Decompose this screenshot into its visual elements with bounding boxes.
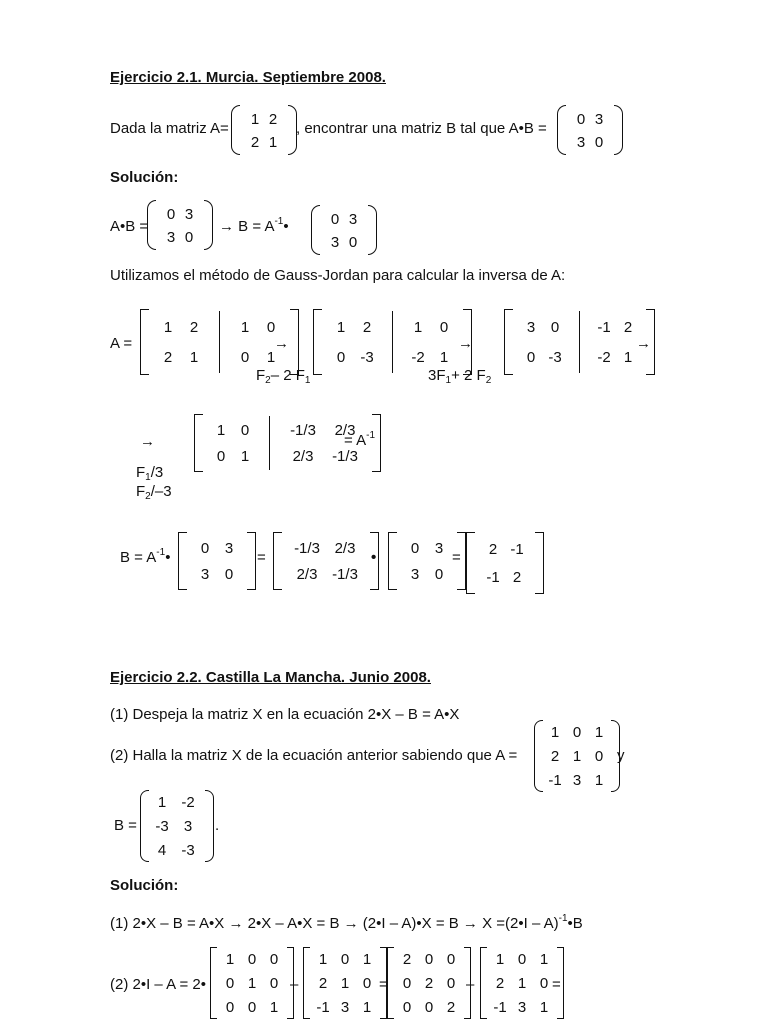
matrix-entry: 1 [362,950,372,968]
solution-step-1: (1) 2•X – B = A•X → 2•X – A•X = B → (2•I – A)•X = B → X =(2•I – A)$^{-1}$•B [110,913,583,932]
matrix-entry: 1 [550,723,560,741]
matrix-entry: 0 [434,565,444,583]
matrix-entry: 3 [576,134,586,151]
augmented-matrix-3 [504,309,655,375]
equals-3: = [379,976,388,993]
matrix-entry: -3 [548,348,562,366]
matrix-entry: 2 [512,568,522,586]
matrix-entry: -1 [548,771,562,789]
matrix-entry: 0 [240,348,250,366]
matrix-entry: 0 [526,348,536,366]
exercise-2-item-1: (1) Despeja la matriz X en la ecuación 2•X – B = A•X [110,706,460,723]
matrix-entry: 2 [402,950,412,968]
matrix-entry: 0 [247,998,257,1016]
matrix-ab [557,105,623,155]
matrix-entry: 0 [446,974,456,992]
matrix-two-identity [387,947,471,1019]
matrix-entry: 2 [550,747,560,765]
matrix-entry: 2 [250,134,260,151]
matrix-entry: 1 [623,348,633,366]
ab-lhs: A•B = [110,218,149,235]
matrix-entry: 1 [157,793,167,811]
matrix-entry: 1 [189,348,199,366]
matrix-entry: 1 [269,998,279,1016]
matrix-entry: -1 [486,568,500,586]
matrix-entry: 1 [362,998,372,1016]
product-bullet: • [371,549,377,566]
matrix-entry: 3 [200,565,210,583]
row-op-4: $F_2/-3$ [136,483,172,502]
arrow-4: → [140,433,155,450]
matrix-entry: 3 [224,539,234,557]
matrix-entry: -1/3 [332,565,358,583]
matrix-entry: 3 [594,111,604,128]
exercise-1-heading: Ejercicio 2.1. Murcia. Septiembre 2008. [110,69,386,86]
matrix-entry: -1 [493,998,507,1016]
arrow-2: → [458,335,473,352]
matrix-entry: -1/3 [332,447,358,465]
arrow-3: → [636,335,651,352]
matrix-entry: 3 [330,234,340,251]
matrix-a [231,105,297,155]
minus-2: – [466,976,475,993]
row-op-3: $F_1/3$ [136,464,164,483]
matrix-entry: 0 [402,998,412,1016]
matrix-a-3x3 [534,720,620,792]
matrix-ab-solution [147,200,213,250]
matrix-entry: 0 [269,974,279,992]
matrix-entry: 0 [594,747,604,765]
matrix-entry: -2 [411,348,425,366]
matrix-entry: 0 [517,950,527,968]
matrix-entry: 2/3 [334,539,356,557]
matrix-entry: 3 [434,539,444,557]
matrix-inverse [273,532,379,590]
solution-label-1: Solución: [110,169,179,186]
minus-1: – [290,976,299,993]
matrix-entry: 0 [446,950,456,968]
matrix-entry: 3 [166,229,176,246]
matrix-entry: 1 [250,111,260,128]
matrix-entry: 1 [163,318,173,336]
matrix-entry: 0 [572,723,582,741]
matrix-entry: 2 [424,974,434,992]
b-equals-inverse: → $B = A^{-1}•$ [219,216,289,235]
matrix-entry: -1/3 [290,421,316,439]
solution-step-2-lhs: (2) 2•I – A = 2• [110,976,206,993]
arrow-1: → [274,335,289,352]
augmented-a-label: A = [110,335,133,352]
exercise-1-statement-start: Dada la matriz A= [110,120,229,137]
matrix-entry: 4 [157,841,167,859]
matrix-b-3x2 [140,790,214,862]
matrix-entry: -3 [181,841,195,859]
matrix-entry: 2 [362,318,372,336]
matrix-entry: 2/3 [334,421,356,439]
matrix-entry: 3 [410,565,420,583]
matrix-entry: 0 [576,111,586,128]
augmented-matrix-2 [313,309,472,375]
matrix-entry: 0 [539,974,549,992]
matrix-entry: 0 [184,229,194,246]
equals-1: = [257,549,266,566]
matrix-entry: 1 [413,318,423,336]
matrix-entry: 1 [216,421,226,439]
matrix-entry: 1 [594,723,604,741]
matrix-entry: -1/3 [294,539,320,557]
matrix-entry: 1 [225,950,235,968]
matrix-entry: 1 [340,974,350,992]
matrix-entry: 0 [424,950,434,968]
matrix-entry: -1 [597,318,611,336]
matrix-entry: -2 [597,348,611,366]
matrix-identity [210,947,294,1019]
matrix-entry: 2/3 [292,447,314,465]
matrix-entry: 0 [336,348,346,366]
matrix-entry: 1 [517,974,527,992]
matrix-entry: 0 [340,950,350,968]
matrix-b-factor [178,532,256,590]
matrix-entry: 1 [268,134,278,151]
exercise-2-item-2: (2) Halla la matriz X de la ecuación anterior sabiendo que A = [110,747,518,764]
matrix-entry: 0 [166,206,176,223]
matrix-entry: 1 [594,771,604,789]
matrix-entry: -2 [181,793,195,811]
gauss-jordan-text: Utilizamos el método de Gauss-Jordan para calcular la inversa de A: [110,267,566,284]
matrix-entry: 3 [572,771,582,789]
matrix-entry: 0 [216,447,226,465]
matrix-ab-rhs [311,205,377,255]
matrix-entry: 1 [572,747,582,765]
matrix-entry: 1 [539,950,549,968]
matrix-entry: 0 [269,950,279,968]
exercise-2-heading: Ejercicio 2.2. Castilla La Mancha. Junio 2008. [110,669,431,686]
matrix-entry: -3 [155,817,169,835]
matrix-entry: 0 [424,998,434,1016]
matrix-entry: 1 [318,950,328,968]
matrix-entry: -1 [510,540,524,558]
matrix-entry: 1 [266,348,276,366]
matrix-entry: 0 [224,565,234,583]
matrix-entry: 0 [402,974,412,992]
matrix-entry: 1 [240,447,250,465]
matrix-entry: 1 [240,318,250,336]
matrix-entry: 0 [410,539,420,557]
matrix-entry: 0 [439,318,449,336]
matrix-entry: 1 [336,318,346,336]
matrix-entry: 0 [225,974,235,992]
matrix-entry: 3 [340,998,350,1016]
matrix-entry: 0 [200,539,210,557]
matrix-entry: 0 [240,421,250,439]
matrix-a-copy-1 [303,947,387,1019]
matrix-entry: 0 [225,998,235,1016]
matrix-entry: 1 [439,348,449,366]
inverse-result: = $A^{-1}$ [344,430,376,449]
matrix-entry: 3 [348,211,358,228]
matrix-entry: 2 [495,974,505,992]
matrix-entry: 0 [330,211,340,228]
matrix-entry: 0 [247,950,257,968]
matrix-result-b [466,532,544,594]
matrix-entry: 0 [362,974,372,992]
matrix-entry: 2 [268,111,278,128]
matrix-entry: 3 [526,318,536,336]
row-op-2: $3F_1+ 2$ $F_2$ [428,367,492,386]
exercise-1-statement-end: , encontrar una matriz B tal que A•B = [296,120,547,137]
matrix-entry: 2 [488,540,498,558]
conjunction-y: y [617,747,625,764]
matrix-entry: 2/3 [296,565,318,583]
matrix-entry: 0 [594,134,604,151]
matrix-entry: 0 [550,318,560,336]
matrix-entry: 3 [517,998,527,1016]
equals-2: = [452,549,461,566]
matrix-entry: 3 [184,206,194,223]
matrix-entry: 3 [183,817,193,835]
equals-4: = [552,976,561,993]
matrix-entry: -3 [360,348,374,366]
matrix-entry: 2 [189,318,199,336]
matrix-entry: 1 [247,974,257,992]
period: . [215,817,220,834]
solution-label-2: Solución: [110,877,179,894]
matrix-entry: 2 [446,998,456,1016]
b-label: B = [114,817,137,834]
matrix-entry: -1 [316,998,330,1016]
matrix-entry: 2 [163,348,173,366]
matrix-entry: 2 [623,318,633,336]
b-final-lhs: $B = A^{-1}•$ [120,547,171,566]
matrix-entry: 1 [495,950,505,968]
matrix-entry: 1 [539,998,549,1016]
matrix-entry: 0 [266,318,276,336]
row-op-1: $F_2-$ 2 $F_1$ [256,367,311,386]
matrix-entry: 2 [318,974,328,992]
matrix-entry: 0 [348,234,358,251]
